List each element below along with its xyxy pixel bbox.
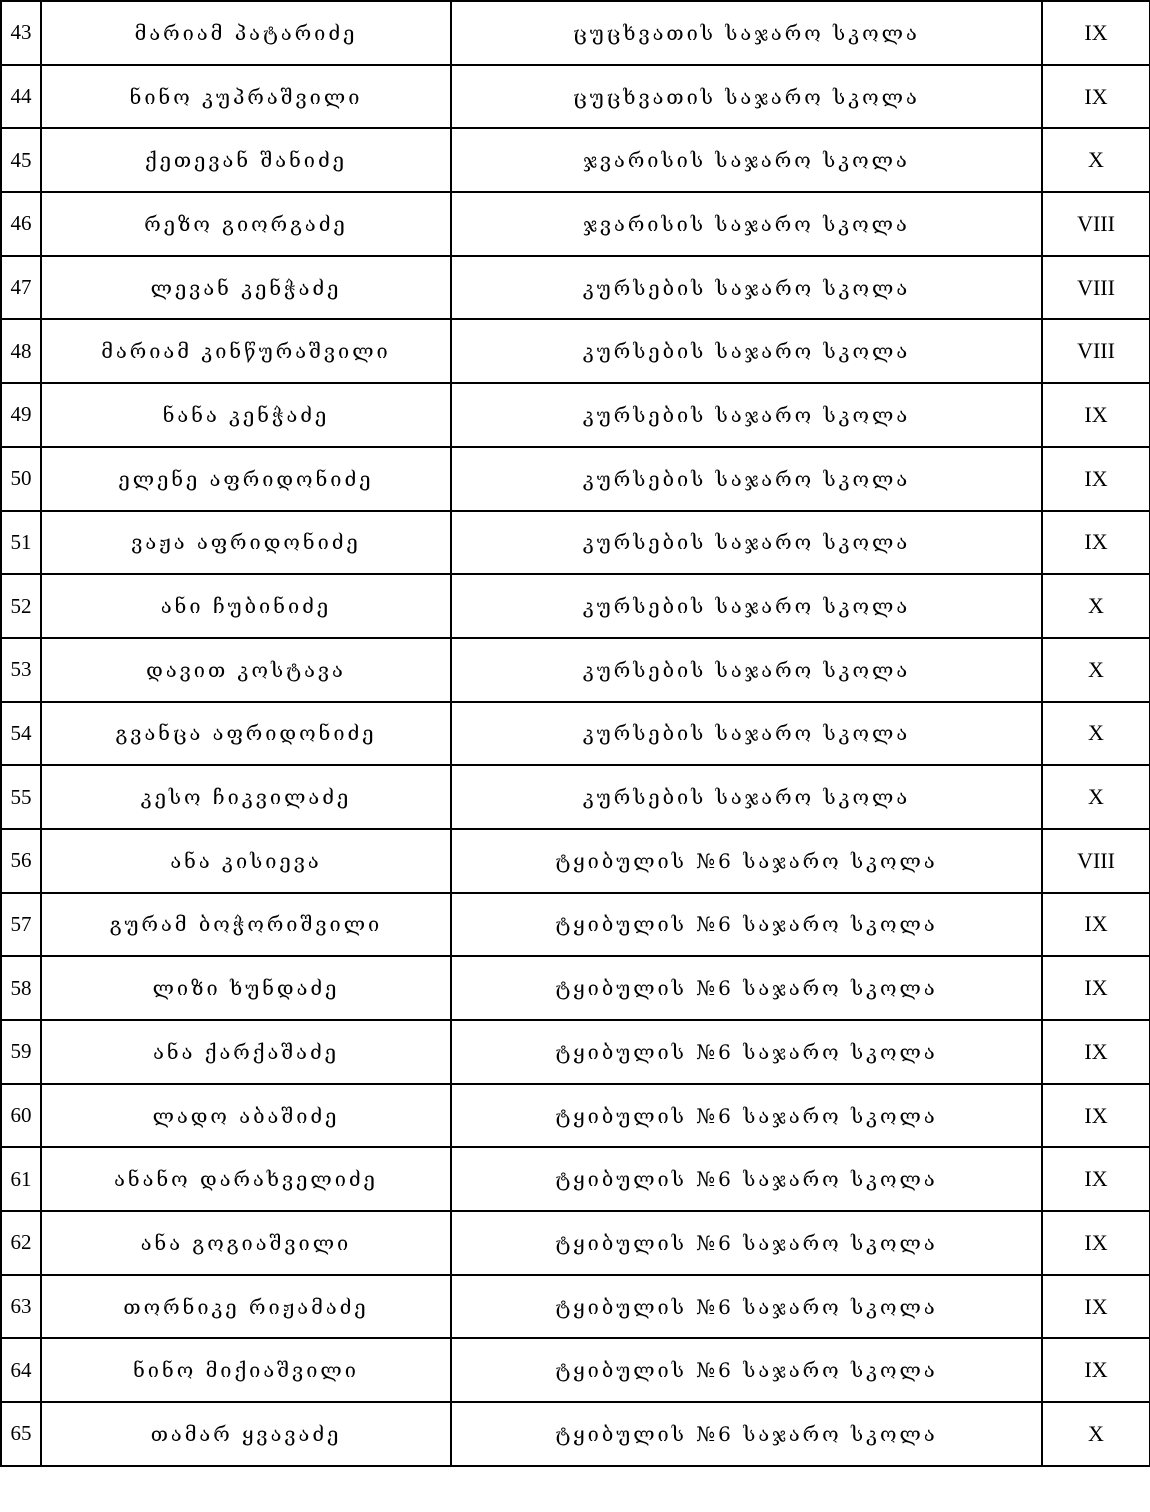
grade-cell: IX <box>1042 1275 1150 1339</box>
row-number-cell: 44 <box>1 65 41 129</box>
table-row <box>1 1147 1150 1211</box>
student-name-cell: დავით კოსტავა <box>41 638 451 702</box>
table-row <box>1 638 1150 702</box>
student-name-cell: ნინო მიქიაშვილი <box>41 1338 451 1402</box>
table-row <box>1 256 1150 320</box>
table-row <box>1 1084 1150 1148</box>
table-row <box>1 319 1150 383</box>
school-name-cell: კურსების საჯარო სკოლა <box>451 638 1042 702</box>
row-number-cell: 55 <box>1 765 41 829</box>
row-number-cell: 53 <box>1 638 41 702</box>
table-row <box>1 1211 1150 1275</box>
table-row <box>1 893 1150 957</box>
row-number-cell: 60 <box>1 1084 41 1148</box>
grade-cell: IX <box>1042 1147 1150 1211</box>
school-name-cell: კურსების საჯარო სკოლა <box>451 383 1042 447</box>
grade-cell: IX <box>1042 511 1150 575</box>
row-number-cell: 63 <box>1 1275 41 1339</box>
table-row <box>1 447 1150 511</box>
school-name-cell: ტყიბულის №6 საჯარო სკოლა <box>451 893 1042 957</box>
school-name-cell: ტყიბულის №6 საჯარო სკოლა <box>451 1020 1042 1084</box>
row-number-cell: 65 <box>1 1402 41 1466</box>
student-name-cell: თორნიკე რიჟამაძე <box>41 1275 451 1339</box>
school-name-cell: კურსების საჯარო სკოლა <box>451 765 1042 829</box>
school-name-cell: კურსების საჯარო სკოლა <box>451 447 1042 511</box>
table-row <box>1 1020 1150 1084</box>
school-name-cell: კურსების საჯარო სკოლა <box>451 511 1042 575</box>
grade-cell: IX <box>1042 1211 1150 1275</box>
row-number-cell: 59 <box>1 1020 41 1084</box>
school-name-cell: ჯვარისის საჯარო სკოლა <box>451 128 1042 192</box>
table-row <box>1 829 1150 893</box>
school-name-cell: ტყიბულის №6 საჯარო სკოლა <box>451 1211 1042 1275</box>
grade-cell: IX <box>1042 893 1150 957</box>
school-name-cell: კურსების საჯარო სკოლა <box>451 319 1042 383</box>
grade-cell: IX <box>1042 1020 1150 1084</box>
student-name-cell: თამარ ყვავაძე <box>41 1402 451 1466</box>
grade-cell: IX <box>1042 1338 1150 1402</box>
school-name-cell: ჯვარისის საჯარო სკოლა <box>451 192 1042 256</box>
row-number-cell: 64 <box>1 1338 41 1402</box>
student-name-cell: ნანა კენჭაძე <box>41 383 451 447</box>
school-name-cell: ტყიბულის №6 საჯარო სკოლა <box>451 1338 1042 1402</box>
grade-cell: VIII <box>1042 829 1150 893</box>
row-number-cell: 45 <box>1 128 41 192</box>
row-number-cell: 54 <box>1 702 41 766</box>
row-number-cell: 61 <box>1 1147 41 1211</box>
student-name-cell: ქეთევან შანიძე <box>41 128 451 192</box>
table-row <box>1 1338 1150 1402</box>
table-row <box>1 1402 1150 1466</box>
student-name-cell: ანა ქარქაშაძე <box>41 1020 451 1084</box>
row-number-cell: 46 <box>1 192 41 256</box>
student-name-cell: ლიზი ხუნდაძე <box>41 956 451 1020</box>
row-number-cell: 58 <box>1 956 41 1020</box>
student-name-cell: ანა კისიევა <box>41 829 451 893</box>
table-row <box>1 702 1150 766</box>
student-name-cell: მარიამ პატარიძე <box>41 1 451 65</box>
grade-cell: X <box>1042 765 1150 829</box>
student-name-cell: ლადო აბაშიძე <box>41 1084 451 1148</box>
row-number-cell: 48 <box>1 319 41 383</box>
school-name-cell: ტყიბულის №6 საჯარო სკოლა <box>451 956 1042 1020</box>
grade-cell: VIII <box>1042 319 1150 383</box>
grade-cell: X <box>1042 702 1150 766</box>
grade-cell: IX <box>1042 956 1150 1020</box>
school-name-cell: ტყიბულის №6 საჯარო სკოლა <box>451 829 1042 893</box>
grade-cell: IX <box>1042 447 1150 511</box>
school-name-cell: კურსების საჯარო სკოლა <box>451 702 1042 766</box>
grade-cell: IX <box>1042 1 1150 65</box>
student-name-cell: ანანო დარახველიძე <box>41 1147 451 1211</box>
table-row <box>1 574 1150 638</box>
row-number-cell: 62 <box>1 1211 41 1275</box>
grade-cell: VIII <box>1042 256 1150 320</box>
row-number-cell: 56 <box>1 829 41 893</box>
student-name-cell: ლევან კენჭაძე <box>41 256 451 320</box>
grade-cell: X <box>1042 1402 1150 1466</box>
school-name-cell: ცუცხვათის საჯარო სკოლა <box>451 65 1042 129</box>
row-number-cell: 47 <box>1 256 41 320</box>
student-name-cell: ვაჟა აფრიდონიძე <box>41 511 451 575</box>
table-row <box>1 765 1150 829</box>
row-number-cell: 57 <box>1 893 41 957</box>
row-number-cell: 50 <box>1 447 41 511</box>
row-number-cell: 51 <box>1 511 41 575</box>
table-row <box>1 511 1150 575</box>
row-number-cell: 52 <box>1 574 41 638</box>
table-row <box>1 1275 1150 1339</box>
grade-cell: IX <box>1042 383 1150 447</box>
school-name-cell: ცუცხვათის საჯარო სკოლა <box>451 1 1042 65</box>
grade-cell: X <box>1042 128 1150 192</box>
table-row <box>1 192 1150 256</box>
grade-cell: VIII <box>1042 192 1150 256</box>
table-row <box>1 956 1150 1020</box>
student-name-cell: გურამ ბოჭორიშვილი <box>41 893 451 957</box>
school-name-cell: ტყიბულის №6 საჯარო სკოლა <box>451 1402 1042 1466</box>
row-number-cell: 43 <box>1 1 41 65</box>
table-row <box>1 128 1150 192</box>
student-name-cell: გვანცა აფრიდონიძე <box>41 702 451 766</box>
table-row <box>1 383 1150 447</box>
table-row <box>1 1 1150 65</box>
student-name-cell: ანა გოგიაშვილი <box>41 1211 451 1275</box>
table-row <box>1 65 1150 129</box>
school-name-cell: კურსების საჯარო სკოლა <box>451 256 1042 320</box>
student-name-cell: ანი ჩუბინიძე <box>41 574 451 638</box>
row-number-cell: 49 <box>1 383 41 447</box>
student-table-body <box>1 1 1150 1466</box>
grade-cell: IX <box>1042 65 1150 129</box>
school-name-cell: ტყიბულის №6 საჯარო სკოლა <box>451 1084 1042 1148</box>
school-name-cell: კურსების საჯარო სკოლა <box>451 574 1042 638</box>
school-name-cell: ტყიბულის №6 საჯარო სკოლა <box>451 1147 1042 1211</box>
student-name-cell: ელენე აფრიდონიძე <box>41 447 451 511</box>
grade-cell: IX <box>1042 1084 1150 1148</box>
student-name-cell: კესო ჩიკვილაძე <box>41 765 451 829</box>
student-name-cell: მარიამ კინწურაშვილი <box>41 319 451 383</box>
student-name-cell: ნინო კუპრაშვილი <box>41 65 451 129</box>
grade-cell: X <box>1042 638 1150 702</box>
student-name-cell: რეზო გიორგაძე <box>41 192 451 256</box>
school-name-cell: ტყიბულის №6 საჯარო სკოლა <box>451 1275 1042 1339</box>
grade-cell: X <box>1042 574 1150 638</box>
